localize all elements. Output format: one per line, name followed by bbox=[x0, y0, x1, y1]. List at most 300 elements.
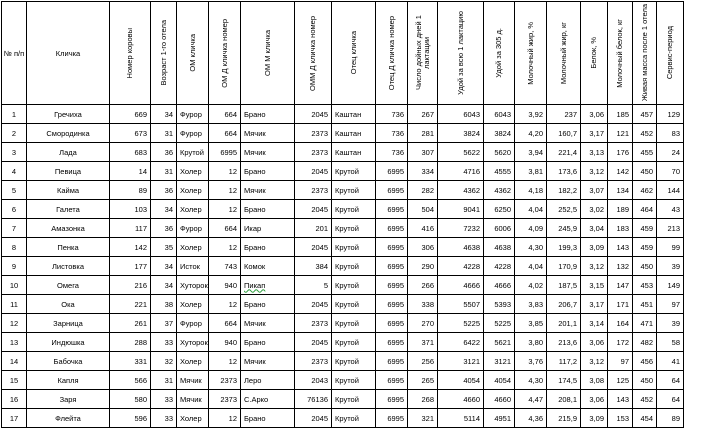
cell-yield-total: 3824 bbox=[438, 124, 484, 143]
cell-yield-305: 4555 bbox=[484, 162, 515, 181]
cell-fat-kg: 187,5 bbox=[547, 276, 581, 295]
cell-live-weight: 456 bbox=[633, 352, 657, 371]
cell-sire-d-number: 6995 bbox=[376, 352, 408, 371]
cell-fat-percent: 3,81 bbox=[515, 162, 547, 181]
header-live-weight bbox=[633, 2, 657, 105]
header-om-m-name bbox=[241, 2, 295, 105]
cell-first-calving-age: 36 bbox=[151, 219, 177, 238]
cell-om-d-number: 743 bbox=[209, 257, 241, 276]
cell-om-m-name: Брано bbox=[241, 105, 295, 124]
header-label: Молочный жир, % bbox=[525, 21, 535, 85]
cell-om-m-name: Брано bbox=[241, 162, 295, 181]
cell-index: 14 bbox=[2, 352, 27, 371]
cell-sire-d-number: 6995 bbox=[376, 409, 408, 428]
cell-live-weight: 450 bbox=[633, 162, 657, 181]
cell-first-calving-age: 32 bbox=[151, 352, 177, 371]
cell-protein-kg: 132 bbox=[608, 257, 633, 276]
header-label: № п/п bbox=[3, 48, 25, 58]
cell-live-weight: 453 bbox=[633, 276, 657, 295]
table-row bbox=[2, 200, 684, 219]
cell-omm-d-number: 2045 bbox=[295, 295, 332, 314]
cell-live-weight: 464 bbox=[633, 200, 657, 219]
cell-first-calving-age: 36 bbox=[151, 143, 177, 162]
data-table bbox=[1, 1, 684, 428]
cell-om-m-name: Мячик bbox=[241, 314, 295, 333]
cell-protein-kg: 142 bbox=[608, 162, 633, 181]
cell-milking-days: 338 bbox=[408, 295, 438, 314]
header-label: Удой за всю 1 лактацию bbox=[455, 11, 465, 95]
cell-protein-percent: 3,12 bbox=[581, 257, 608, 276]
cell-index: 1 bbox=[2, 105, 27, 124]
cell-yield-305: 6043 bbox=[484, 105, 515, 124]
cell-sire-d-number: 6995 bbox=[376, 238, 408, 257]
cell-cow-number: 683 bbox=[110, 143, 151, 162]
cell-milking-days: 268 bbox=[408, 390, 438, 409]
cell-protein-kg: 143 bbox=[608, 390, 633, 409]
cell-om-name: Холер bbox=[177, 409, 209, 428]
cell-om-m-name: Брано bbox=[241, 238, 295, 257]
cell-protein-kg: 189 bbox=[608, 200, 633, 219]
cell-fat-kg: 245,9 bbox=[547, 219, 581, 238]
header-fat-kg bbox=[547, 2, 581, 105]
cell-service-period: 58 bbox=[657, 333, 684, 352]
cell-fat-percent: 4,47 bbox=[515, 390, 547, 409]
cell-fat-kg: 173,6 bbox=[547, 162, 581, 181]
header-label: Кличка bbox=[55, 48, 81, 58]
header-label: Сервис-период bbox=[665, 26, 674, 80]
cell-yield-305: 6006 bbox=[484, 219, 515, 238]
cell-fat-percent: 4,09 bbox=[515, 219, 547, 238]
cell-name: Индюшка bbox=[27, 333, 110, 352]
cell-service-period: 83 bbox=[657, 124, 684, 143]
cell-name: Гречиха bbox=[27, 105, 110, 124]
cell-yield-total: 4362 bbox=[438, 181, 484, 200]
cell-fat-percent: 3,94 bbox=[515, 143, 547, 162]
cell-yield-total: 5225 bbox=[438, 314, 484, 333]
cell-cow-number: 566 bbox=[110, 371, 151, 390]
cell-first-calving-age: 31 bbox=[151, 162, 177, 181]
cell-sire-name: Крутой bbox=[332, 314, 376, 333]
cell-om-name: Мячик bbox=[177, 390, 209, 409]
header-index bbox=[2, 2, 27, 105]
cell-cow-number: 288 bbox=[110, 333, 151, 352]
cell-service-period: 97 bbox=[657, 295, 684, 314]
table-row bbox=[2, 314, 684, 333]
cell-name: Заря bbox=[27, 390, 110, 409]
header-label: ОМ Д кличка номер bbox=[219, 18, 229, 88]
cell-omm-d-number: 2373 bbox=[295, 143, 332, 162]
cell-om-d-number: 12 bbox=[209, 200, 241, 219]
cell-omm-d-number: 2043 bbox=[295, 371, 332, 390]
table-body bbox=[2, 105, 684, 428]
cell-cow-number: 669 bbox=[110, 105, 151, 124]
cell-cow-number: 596 bbox=[110, 409, 151, 428]
cell-name: Ока bbox=[27, 295, 110, 314]
cell-om-m-name: Брано bbox=[241, 295, 295, 314]
cell-yield-total: 4054 bbox=[438, 371, 484, 390]
cell-service-period: 41 bbox=[657, 352, 684, 371]
cell-sire-name: Крутой bbox=[332, 295, 376, 314]
cell-first-calving-age: 33 bbox=[151, 409, 177, 428]
cell-yield-total: 6043 bbox=[438, 105, 484, 124]
cell-om-m-name: Мячик bbox=[241, 352, 295, 371]
header-label: Белок, % bbox=[589, 37, 598, 69]
cell-om-name: Холер bbox=[177, 200, 209, 219]
cell-protein-percent: 3,06 bbox=[581, 390, 608, 409]
cell-sire-name: Крутой bbox=[332, 276, 376, 295]
cell-om-name: Холер bbox=[177, 352, 209, 371]
cell-milking-days: 267 bbox=[408, 105, 438, 124]
cell-yield-305: 5225 bbox=[484, 314, 515, 333]
cell-omm-d-number: 5 bbox=[295, 276, 332, 295]
cell-sire-d-number: 6995 bbox=[376, 314, 408, 333]
cell-index: 13 bbox=[2, 333, 27, 352]
cell-name: Зарница bbox=[27, 314, 110, 333]
table-row bbox=[2, 390, 684, 409]
cell-yield-total: 5114 bbox=[438, 409, 484, 428]
header-label: ОМ кличка bbox=[187, 34, 197, 72]
cell-sire-name: Крутой bbox=[332, 390, 376, 409]
cell-om-m-name: Мячик bbox=[241, 143, 295, 162]
table-row bbox=[2, 219, 684, 238]
cell-sire-d-number: 6995 bbox=[376, 219, 408, 238]
cell-protein-kg: 171 bbox=[608, 295, 633, 314]
table-row bbox=[2, 181, 684, 200]
cell-service-period: 99 bbox=[657, 238, 684, 257]
cell-yield-305: 5620 bbox=[484, 143, 515, 162]
cell-cow-number: 216 bbox=[110, 276, 151, 295]
cell-yield-305: 4638 bbox=[484, 238, 515, 257]
table-row bbox=[2, 352, 684, 371]
cell-protein-kg: 172 bbox=[608, 333, 633, 352]
cell-index: 9 bbox=[2, 257, 27, 276]
cell-fat-percent: 4,36 bbox=[515, 409, 547, 428]
cell-first-calving-age: 34 bbox=[151, 276, 177, 295]
cell-om-name: Хуторок bbox=[177, 333, 209, 352]
cell-om-d-number: 6995 bbox=[209, 143, 241, 162]
header-yield-305 bbox=[484, 2, 515, 105]
cell-cow-number: 89 bbox=[110, 181, 151, 200]
header-milking-days bbox=[408, 2, 438, 105]
cell-sire-d-number: 6995 bbox=[376, 162, 408, 181]
cell-yield-305: 4362 bbox=[484, 181, 515, 200]
cell-fat-percent: 3,85 bbox=[515, 314, 547, 333]
cell-om-name: Хуторок bbox=[177, 276, 209, 295]
cell-name: Листовка bbox=[27, 257, 110, 276]
cell-yield-305: 4660 bbox=[484, 390, 515, 409]
cell-omm-d-number: 2045 bbox=[295, 238, 332, 257]
table-row bbox=[2, 276, 684, 295]
cell-om-d-number: 12 bbox=[209, 238, 241, 257]
cell-milking-days: 307 bbox=[408, 143, 438, 162]
cell-cow-number: 331 bbox=[110, 352, 151, 371]
cell-protein-kg: 183 bbox=[608, 219, 633, 238]
cell-first-calving-age: 33 bbox=[151, 333, 177, 352]
cell-omm-d-number: 384 bbox=[295, 257, 332, 276]
cell-first-calving-age: 34 bbox=[151, 257, 177, 276]
header-label: Удой за 305 д. bbox=[494, 28, 503, 78]
cell-sire-name: Каштан bbox=[332, 105, 376, 124]
cell-protein-kg: 164 bbox=[608, 314, 633, 333]
cell-index: 5 bbox=[2, 181, 27, 200]
cell-yield-total: 4660 bbox=[438, 390, 484, 409]
cell-protein-percent: 3,04 bbox=[581, 219, 608, 238]
cell-cow-number: 142 bbox=[110, 238, 151, 257]
cell-index: 16 bbox=[2, 390, 27, 409]
cell-cow-number: 14 bbox=[110, 162, 151, 181]
table-row bbox=[2, 105, 684, 124]
header-om-name bbox=[177, 2, 209, 105]
cell-yield-total: 7232 bbox=[438, 219, 484, 238]
cell-om-name: Холер bbox=[177, 295, 209, 314]
cell-index: 11 bbox=[2, 295, 27, 314]
cell-om-d-number: 12 bbox=[209, 409, 241, 428]
cell-fat-percent: 4,02 bbox=[515, 276, 547, 295]
cell-sire-name: Крутой bbox=[332, 219, 376, 238]
cell-sire-d-number: 736 bbox=[376, 124, 408, 143]
cell-yield-305: 4228 bbox=[484, 257, 515, 276]
table-row bbox=[2, 409, 684, 428]
table-row bbox=[2, 238, 684, 257]
cell-live-weight: 451 bbox=[633, 295, 657, 314]
cell-sire-d-number: 6995 bbox=[376, 200, 408, 219]
cell-milking-days: 290 bbox=[408, 257, 438, 276]
cell-omm-d-number: 2373 bbox=[295, 181, 332, 200]
cell-om-name: Исток bbox=[177, 257, 209, 276]
cell-protein-percent: 3,12 bbox=[581, 352, 608, 371]
cell-yield-total: 6422 bbox=[438, 333, 484, 352]
cell-name: Кайма bbox=[27, 181, 110, 200]
cell-fat-percent: 4,20 bbox=[515, 124, 547, 143]
cell-om-d-number: 12 bbox=[209, 162, 241, 181]
cell-sire-name: Крутой bbox=[332, 257, 376, 276]
cell-sire-name: Крутой bbox=[332, 200, 376, 219]
cell-service-period: 43 bbox=[657, 200, 684, 219]
cell-om-m-name: Мячик bbox=[241, 124, 295, 143]
cell-protein-percent: 3,15 bbox=[581, 276, 608, 295]
cell-protein-kg: 143 bbox=[608, 238, 633, 257]
cell-om-name: Холер bbox=[177, 162, 209, 181]
header-label: Молочный белок, кг bbox=[615, 18, 624, 88]
header-label: Отец кличка bbox=[348, 31, 358, 75]
cell-protein-kg: 125 bbox=[608, 371, 633, 390]
cell-first-calving-age: 31 bbox=[151, 124, 177, 143]
cell-milking-days: 256 bbox=[408, 352, 438, 371]
cell-omm-d-number: 201 bbox=[295, 219, 332, 238]
cell-first-calving-age: 36 bbox=[151, 181, 177, 200]
cell-service-period: 39 bbox=[657, 314, 684, 333]
header-label: Номер коровы bbox=[125, 27, 134, 79]
cell-protein-percent: 3,06 bbox=[581, 105, 608, 124]
header-name bbox=[27, 2, 110, 105]
cell-sire-name: Каштан bbox=[332, 143, 376, 162]
cell-index: 4 bbox=[2, 162, 27, 181]
cell-omm-d-number: 2373 bbox=[295, 352, 332, 371]
cell-sire-name: Крутой bbox=[332, 333, 376, 352]
cell-omm-d-number: 2045 bbox=[295, 409, 332, 428]
cell-sire-name: Крутой bbox=[332, 162, 376, 181]
cell-protein-percent: 3,13 bbox=[581, 143, 608, 162]
header-omm-d-number bbox=[295, 2, 332, 105]
cell-first-calving-age: 31 bbox=[151, 371, 177, 390]
cell-name: Бабочка bbox=[27, 352, 110, 371]
cell-index: 8 bbox=[2, 238, 27, 257]
cell-protein-kg: 121 bbox=[608, 124, 633, 143]
table-row bbox=[2, 257, 684, 276]
cell-om-name: Крутой bbox=[177, 143, 209, 162]
cell-name: Смородинка bbox=[27, 124, 110, 143]
cell-service-period: 64 bbox=[657, 371, 684, 390]
cell-protein-percent: 3,14 bbox=[581, 314, 608, 333]
cell-milking-days: 266 bbox=[408, 276, 438, 295]
cell-fat-kg: 237 bbox=[547, 105, 581, 124]
cell-sire-name: Крутой bbox=[332, 181, 376, 200]
header-protein-percent bbox=[581, 2, 608, 105]
cell-protein-percent: 3,17 bbox=[581, 124, 608, 143]
cell-service-period: 144 bbox=[657, 181, 684, 200]
cell-om-d-number: 2373 bbox=[209, 390, 241, 409]
cell-yield-305: 3824 bbox=[484, 124, 515, 143]
header-label: Молочный жир, кг bbox=[558, 21, 568, 85]
cell-name: Пенка bbox=[27, 238, 110, 257]
cell-service-period: 24 bbox=[657, 143, 684, 162]
header-sire-name bbox=[332, 2, 376, 105]
cell-name: Амазонка bbox=[27, 219, 110, 238]
cell-live-weight: 457 bbox=[633, 105, 657, 124]
cell-protein-kg: 134 bbox=[608, 181, 633, 200]
cell-milking-days: 334 bbox=[408, 162, 438, 181]
cell-service-period: 70 bbox=[657, 162, 684, 181]
cell-om-d-number: 664 bbox=[209, 124, 241, 143]
cell-protein-percent: 3,06 bbox=[581, 333, 608, 352]
header-label: Число дойных дней 1 лактации bbox=[413, 15, 431, 91]
cell-milking-days: 306 bbox=[408, 238, 438, 257]
cell-fat-kg: 182,2 bbox=[547, 181, 581, 200]
cell-sire-d-number: 736 bbox=[376, 143, 408, 162]
cell-live-weight: 450 bbox=[633, 257, 657, 276]
cell-milking-days: 282 bbox=[408, 181, 438, 200]
cell-om-m-name: Пикап bbox=[241, 276, 295, 295]
cell-fat-kg: 170,9 bbox=[547, 257, 581, 276]
cell-fat-percent: 3,83 bbox=[515, 295, 547, 314]
cell-live-weight: 462 bbox=[633, 181, 657, 200]
cell-omm-d-number: 2045 bbox=[295, 200, 332, 219]
cell-yield-total: 4228 bbox=[438, 257, 484, 276]
cell-live-weight: 452 bbox=[633, 124, 657, 143]
cell-protein-kg: 176 bbox=[608, 143, 633, 162]
table-row bbox=[2, 162, 684, 181]
cell-om-d-number: 940 bbox=[209, 333, 241, 352]
cell-sire-name: Крутой bbox=[332, 409, 376, 428]
cell-fat-kg: 208,1 bbox=[547, 390, 581, 409]
cell-first-calving-age: 33 bbox=[151, 390, 177, 409]
cell-sire-name: Крутой bbox=[332, 371, 376, 390]
cell-om-d-number: 664 bbox=[209, 219, 241, 238]
cell-live-weight: 454 bbox=[633, 409, 657, 428]
header-first-calving-age bbox=[151, 2, 177, 105]
cell-fat-kg: 201,1 bbox=[547, 314, 581, 333]
header-cow-number bbox=[110, 2, 151, 105]
cell-service-period: 129 bbox=[657, 105, 684, 124]
cell-om-m-name: Комок bbox=[241, 257, 295, 276]
cell-cow-number: 103 bbox=[110, 200, 151, 219]
cell-om-m-name: Брано bbox=[241, 333, 295, 352]
cell-om-d-number: 664 bbox=[209, 314, 241, 333]
cell-sire-d-number: 6995 bbox=[376, 333, 408, 352]
cell-sire-name: Крутой bbox=[332, 238, 376, 257]
header-fat-percent bbox=[515, 2, 547, 105]
cell-protein-percent: 3,08 bbox=[581, 371, 608, 390]
cell-yield-305: 4951 bbox=[484, 409, 515, 428]
cell-protein-kg: 147 bbox=[608, 276, 633, 295]
cell-name: Капля bbox=[27, 371, 110, 390]
cell-cow-number: 580 bbox=[110, 390, 151, 409]
cell-index: 3 bbox=[2, 143, 27, 162]
header-protein-kg bbox=[608, 2, 633, 105]
cell-milking-days: 281 bbox=[408, 124, 438, 143]
table-row bbox=[2, 371, 684, 390]
cell-cow-number: 177 bbox=[110, 257, 151, 276]
cell-fat-kg: 117,2 bbox=[547, 352, 581, 371]
cell-om-name: Мячик bbox=[177, 371, 209, 390]
cell-omm-d-number: 2373 bbox=[295, 124, 332, 143]
table-row bbox=[2, 124, 684, 143]
cell-om-m-name: Брано bbox=[241, 200, 295, 219]
cell-protein-kg: 185 bbox=[608, 105, 633, 124]
header-row bbox=[2, 2, 684, 105]
cell-fat-percent: 4,04 bbox=[515, 200, 547, 219]
cell-yield-305: 5621 bbox=[484, 333, 515, 352]
header-label: Живая масса после 1 отела bbox=[639, 4, 649, 102]
cell-omm-d-number: 2045 bbox=[295, 162, 332, 181]
cell-yield-total: 3121 bbox=[438, 352, 484, 371]
cell-milking-days: 504 bbox=[408, 200, 438, 219]
table-header bbox=[2, 2, 684, 105]
header-yield-total bbox=[438, 2, 484, 105]
cell-sire-d-number: 6995 bbox=[376, 257, 408, 276]
cell-om-m-name: Брано bbox=[241, 409, 295, 428]
cell-service-period: 149 bbox=[657, 276, 684, 295]
cell-sire-d-number: 6995 bbox=[376, 276, 408, 295]
cell-fat-percent: 3,92 bbox=[515, 105, 547, 124]
cell-fat-kg: 252,5 bbox=[547, 200, 581, 219]
cell-yield-total: 5622 bbox=[438, 143, 484, 162]
cell-live-weight: 459 bbox=[633, 219, 657, 238]
cell-om-name: Фурор bbox=[177, 105, 209, 124]
cell-protein-percent: 3,02 bbox=[581, 200, 608, 219]
header-om-d-number bbox=[209, 2, 241, 105]
header-label: Отец Д кличка номер bbox=[386, 15, 396, 91]
cell-milking-days: 416 bbox=[408, 219, 438, 238]
cell-om-d-number: 12 bbox=[209, 295, 241, 314]
cell-protein-kg: 153 bbox=[608, 409, 633, 428]
table-row bbox=[2, 143, 684, 162]
cell-first-calving-age: 34 bbox=[151, 105, 177, 124]
cell-sire-d-number: 6995 bbox=[376, 295, 408, 314]
cell-fat-percent: 4,30 bbox=[515, 371, 547, 390]
header-sire-d-number bbox=[376, 2, 408, 105]
cell-fat-kg: 215,9 bbox=[547, 409, 581, 428]
cell-live-weight: 450 bbox=[633, 371, 657, 390]
cell-om-name: Холер bbox=[177, 238, 209, 257]
cell-index: 15 bbox=[2, 371, 27, 390]
cell-name: Омега bbox=[27, 276, 110, 295]
cell-yield-total: 9041 bbox=[438, 200, 484, 219]
cell-service-period: 39 bbox=[657, 257, 684, 276]
cell-om-name: Холер bbox=[177, 181, 209, 200]
cell-omm-d-number: 2045 bbox=[295, 333, 332, 352]
cell-index: 2 bbox=[2, 124, 27, 143]
